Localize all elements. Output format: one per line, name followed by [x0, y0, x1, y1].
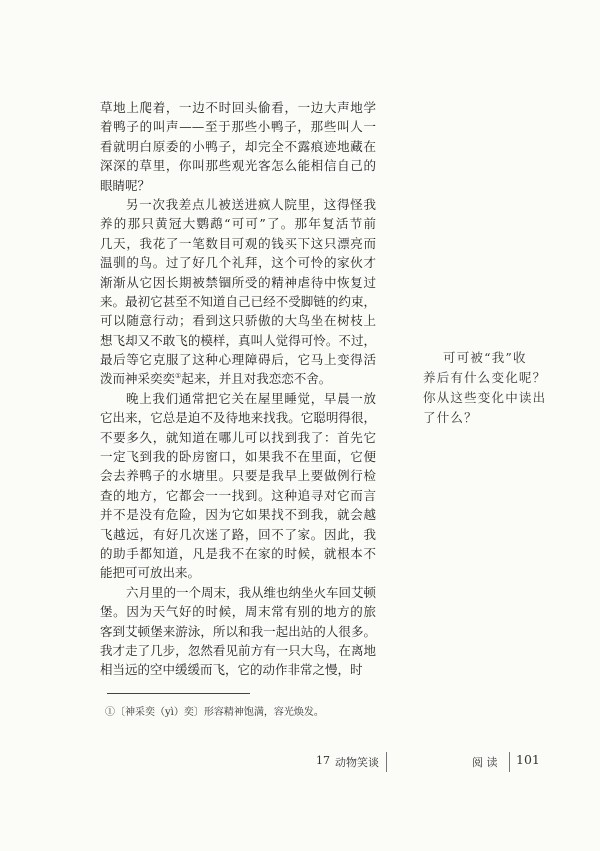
text-line: 几天，我花了一笔数目可观的钱买下这只漂亮而	[100, 235, 376, 251]
text-line: 深深的草里，你叫那些观光客怎么能相信自己的	[100, 158, 376, 174]
paragraph	[100, 389, 376, 583]
text-segment: 起来，并且对我恋恋不舍。	[181, 371, 332, 387]
text-line: 养的那只黄冠大鹦鹉“可可”了。那年复活节前	[100, 216, 376, 232]
lesson-title: 动物笑谈	[335, 756, 379, 769]
side-note-question	[423, 348, 583, 428]
text-line: 可以随意行动；看到这只骄傲的大鸟坐在树枝上	[100, 313, 376, 329]
text-line: 不要多久，就知道在哪儿可以找到我了：首先它	[100, 429, 376, 445]
text-segment: 泼而神采奕奕	[100, 371, 176, 387]
footnote-divider	[107, 693, 250, 694]
text-line: 能把可可放出来。	[100, 565, 201, 581]
text-line: 渐渐从它因长期被禁锢所受的精神虐待中恢复过	[100, 274, 376, 290]
lesson-number: 17	[316, 754, 330, 767]
text-line: 来。最初它甚至不知道自己已经不受脚链的约束，	[100, 293, 376, 309]
body-text	[100, 98, 376, 680]
text-line: 查的地方，它都会一一找到。这种追寻对它而言	[100, 487, 376, 503]
paragraph	[100, 195, 376, 389]
paragraph	[100, 583, 376, 680]
page-number: 101	[516, 752, 540, 767]
text-line: 晚上我们通常把它关在屋里睡觉，早晨一放	[126, 390, 376, 406]
text-line: 堡。因为天气好的时候，周末常有别的地方的旅	[100, 604, 376, 620]
text-line: 一定飞到我的卧房窗口，如果我不在里面，它便	[100, 449, 376, 465]
side-note-line: 可可被“我”收	[443, 350, 527, 365]
text-line: 的助手都知道，凡是我不在家的时候，就根本不	[100, 545, 376, 561]
text-line: 最后等它克服了这种心理障碍后，它马上变得活	[100, 352, 376, 368]
text-line: 看就明白原委的小鸭子，却完全不露痕迹地藏在	[100, 138, 376, 154]
side-note-line: 了什么？	[423, 410, 478, 425]
text-line: 想飞却又不敢飞的模样，真叫人觉得可怜。不过，	[100, 332, 376, 348]
text-line: 我才走了几步，忽然看见前方有一只大鸟，在离地	[100, 642, 376, 658]
text-line: 飞越远，有好几次迷了路，回不了家。因此，我	[100, 526, 376, 542]
text-line: 相当远的空中缓缓而飞，它的动作非常之慢，时	[100, 662, 363, 678]
footer-divider	[386, 752, 387, 772]
text-line: 草地上爬着，一边不时回头偷看，一边大声地学	[100, 100, 376, 115]
text-line: 眼睛呢？	[100, 177, 151, 193]
text-line: 它出来，它总是迫不及待地来找我。它聪明得很，	[100, 410, 376, 426]
footer-divider	[509, 752, 510, 772]
text-line: 并不是没有危险，因为它如果找不到我，就会越	[100, 507, 376, 523]
text-line: 另一次我差点儿被送进疯人院里，这得怪我	[126, 196, 376, 212]
text-line: 六月里的一个周末，我从维也纳坐火车回艾顿	[126, 584, 376, 600]
side-note-line: 养后有什么变化呢？	[423, 370, 547, 385]
side-note-line: 你从这些变化中读出	[423, 390, 547, 405]
text-line: 温驯的鸟。过了好几个礼拜，这个可怜的家伙才	[100, 255, 376, 271]
text-line: 客到艾顿堡来游泳，所以和我一起出站的人很多。	[100, 623, 376, 639]
paragraph	[100, 98, 376, 195]
text-line: 会去养鸭子的水塘里。只要是我早上要做例行检	[100, 468, 376, 484]
text-line: 着鸭子的叫声——至于那些小鸭子，那些叫人一	[100, 119, 376, 135]
text-line	[100, 369, 376, 388]
footnote-marker: ①	[175, 372, 182, 381]
footnote: ①〔神采奕（yì）奕〕形容精神饱满，容光焕发。	[105, 707, 324, 718]
section-name: 阅 读	[472, 756, 498, 769]
